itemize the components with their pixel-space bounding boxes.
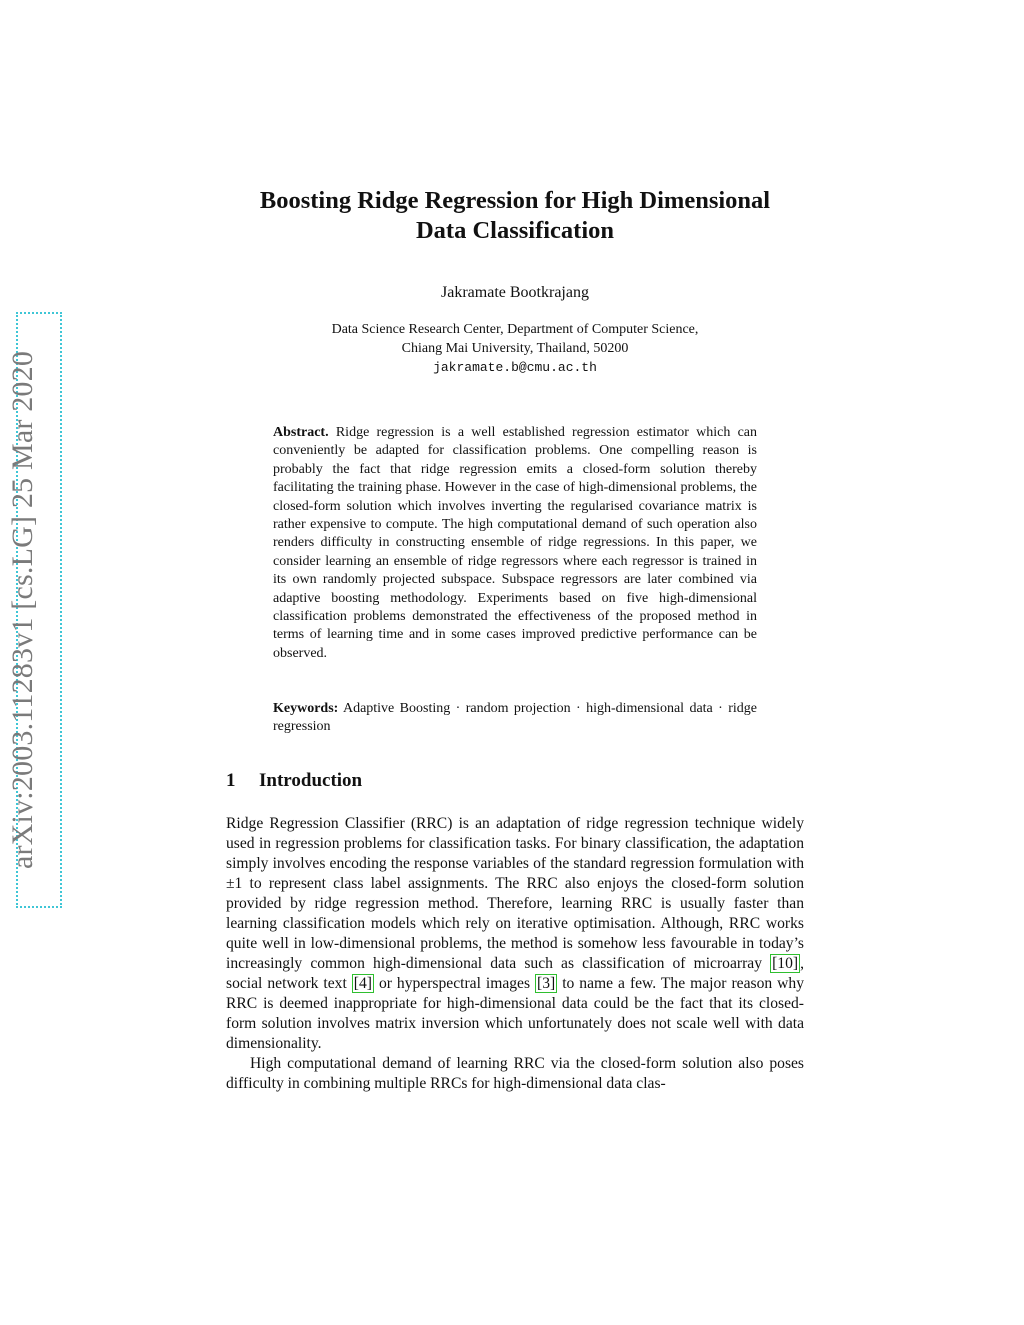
author-email[interactable]: jakramate.b@cmu.ac.th [433,360,597,375]
section-number: 1 [226,770,236,791]
section-title: Introduction [259,770,363,791]
abstract [273,424,757,663]
paragraph-1 [226,814,804,1054]
citation-link-4[interactable]: [4] [353,975,372,992]
paragraph-1-text-c: or hyperspectral images [373,975,536,992]
affiliation-line-1: Data Science Research Center, Department of Computer Science, [331,322,699,337]
section-heading [226,770,362,792]
paper-title [200,186,830,246]
abstract-label: Abstract. [273,425,329,440]
arxiv-identifier: arXiv:2003.11283v1 [cs.LG] 25 Mar 2020 [6,350,39,870]
keywords [273,700,757,737]
keywords-label: Keywords: [273,701,339,716]
title-line-1: Boosting Ridge Regression for High Dimensional [259,187,771,214]
paragraph-1-text-a: Ridge Regression Classifier (RRC) is an adaptation of ridge regression technique widely used in regression problems for classification tasks. For binary classification, the adaptation simply involves encoding the response variables of the standard regression formulation with ±1 to represent class label assignments. The RRC also enjoys the closed-form solution provided by ridge regression method. Therefore, learning RRC is usually faster than learning classification models which rely on iterative optimisation. Although, RRC works quite well in low-dimensional problems, the method is somehow less favourable in today’s increasingly common high-dimensional data such as classification of microarray [226,815,804,972]
title-line-2: Data Classification [415,217,615,244]
abstract-text: Ridge regression is a well established regression estimator which can conveniently be adapted for classification problems. One compelling reason is probably the fact that ridge regression emits a closed-form solution thereby facilitating the training phase. However in the case of high-dimensional problems, the closed-form solution which involves inverting the regularised covariance matrix is rather expensive to compute. The high computational demand of such operation also renders difficulty in constructing ensemble of ridge regressions. In this paper, we consider learning an ensemble of ridge regressors where each regressor is trained in its own randomly projected subspace. Subspace regressors are later combined via adaptive boosting methodology. Experiments based on five high-dimensional classification problems demonstrated the effectiveness of the proposed method in terms of learning time and in some cases improved predictive performance can be observed. [273,425,758,661]
keywords-text: Adaptive Boosting · random projection · high-dimensional data · ridge regression [273,701,757,735]
paragraph-1-text-b: , social network text [226,955,804,992]
author-name: Jakramate Bootkrajang [441,284,589,301]
citation-link-10[interactable]: [10] [772,955,799,972]
paragraph-1-text-d: to name a few. The major reason why RRC is deemed inappropriate for high-dimensional data could be the fact that its closed-form solution involves matrix inversion which unfortunately does not scale well with data dimensionality. [226,975,804,1052]
affiliation [200,320,830,377]
affiliation-line-2: Chiang Mai University, Thailand, 50200 [401,341,629,356]
citation-link-3[interactable]: [3] [537,975,556,992]
introduction-body [226,814,804,1094]
paragraph-2: High computational demand of learning RRC via the closed-form solution also poses difficulty in combining multiple RRCs for high-dimensional data clas- [226,1055,804,1092]
